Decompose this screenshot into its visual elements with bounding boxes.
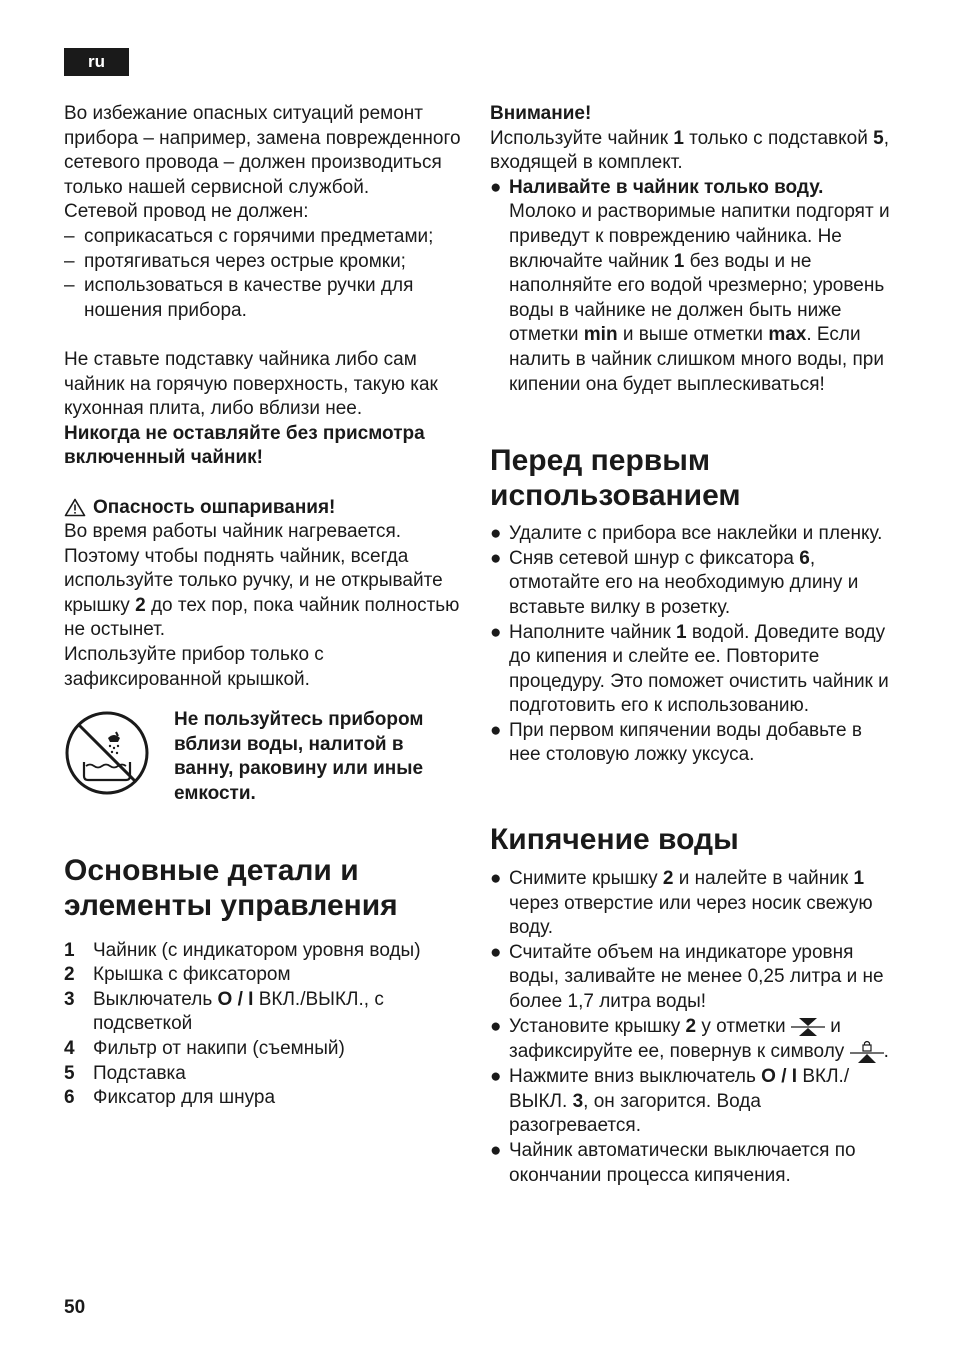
list-item: ● Установите крышку 2 у отметки и зафиксируйте ее, повернув к символу . — [490, 1015, 895, 1066]
scald-paragraph: Во время работы чайник нагревается. Поэтому чтобы поднять чайник, всегда используйте только ручку, и не открывайте крышку 2 до тех пор, пока чайник полностью не остынет. — [64, 521, 460, 641]
no-water-text: Не пользуйтесь прибором вблизи воды, налитой в ванну, раковину или иные емкости. — [174, 709, 424, 805]
attention-paragraph: Используйте чайник 1 только с подставкой 5, входящей в комплект. — [490, 127, 889, 174]
list-item: – соприкасаться с горячими предметами; — [64, 225, 464, 250]
first-use-list — [490, 522, 895, 768]
bullet-icon: ● — [490, 547, 502, 569]
cord-list — [64, 225, 464, 323]
scald-danger-heading — [64, 496, 464, 521]
list-item: ● Чайник автоматически выключается по окончании процесса кипячения. — [490, 1140, 856, 1186]
list-item: – протягиваться через острые кромки; — [64, 250, 464, 275]
bullet-icon: ● — [490, 1066, 502, 1088]
list-item: 5 Подставка — [64, 1062, 186, 1084]
no-use-near-water-icon — [64, 710, 150, 796]
list-item: ● Наливайте в чайник только воду. Молоко и растворимые напитки подгорят и приведут к повреждению чайника. Не включайте чайник 1 без воды и не наполняйте его водой чрезмерно; уровень воды в чайнике не должен быть ниже отметки min и выше отметки max. Если налить в чайник слишком много воды, при кипении она будет выплескиваться! — [490, 176, 890, 395]
list-item: ● Сняв сетевой шнур с фиксатора 6, отмотайте его на необходимую длину и вставьте вилку в розетку. — [490, 547, 859, 618]
bullet-icon: ● — [490, 719, 502, 741]
list-item: 1 Чайник (с индикатором уровня воды) — [64, 939, 421, 961]
bullet-icon: ● — [490, 941, 502, 963]
surface-paragraph: Не ставьте подставку чайника либо сам чайник на горячую поверхность, такую как кухонная плита, либо вблизи нее. — [64, 348, 438, 420]
parts-list — [64, 939, 464, 1111]
list-item: – использоваться в качестве ручки для ношения прибора. — [64, 274, 464, 323]
bullet-icon: ● — [490, 621, 502, 643]
scald-danger-title: Опасность ошпаривания! — [93, 496, 336, 518]
left-column — [64, 102, 464, 1111]
page-number: 50 — [64, 1297, 86, 1318]
bullet-icon: ● — [490, 523, 502, 545]
list-item: ● Наполните чайник 1 водой. Доведите воду до кипения и слейте ее. Повторите процедуру. Это поможет очистить чайник и подготовить его к использованию. — [490, 621, 889, 717]
language-badge: ru — [64, 48, 129, 76]
bullet-icon: ● — [490, 868, 502, 890]
list-item: ● Снимите крышку 2 и налейте в чайник 1 через отверстие или через носик свежую воду. — [490, 868, 873, 939]
warning-triangle-icon — [64, 498, 86, 517]
list-item: 2 Крышка с фиксатором — [64, 964, 291, 986]
no-water-warning — [64, 708, 464, 806]
supervision-warning: Никогда не оставляйте без присмотра включенный чайник! — [64, 422, 425, 469]
bullet-icon: ● — [490, 1015, 502, 1037]
list-item: 3 Выключатель O / I ВКЛ./ВЫКЛ., с подсветкой — [64, 988, 384, 1035]
cord-intro: Сетевой провод не должен: — [64, 201, 309, 223]
first-use-heading: Перед первым использованием — [490, 444, 741, 513]
water-only-list — [490, 176, 895, 397]
lock-symbol-icon — [850, 1039, 884, 1065]
list-item: ● При первом кипячении воды добавьте в нее столовую ложку уксуса. — [490, 719, 862, 766]
attention-title: Внимание! — [490, 103, 592, 124]
locked-lid-paragraph: Используйте прибор только с зафиксированной крышкой. — [64, 644, 324, 690]
boiling-heading: Кипячение воды — [490, 823, 739, 857]
list-item: ● Удалите с прибора все наклейки и пленку. — [490, 522, 895, 547]
bullet-icon: ● — [490, 176, 502, 198]
right-column — [490, 102, 895, 1188]
list-item: 4 Фильтр от накипи (съемный) — [64, 1038, 345, 1059]
boiling-list — [490, 867, 895, 1188]
list-item: ● Нажмите вниз выключатель O / I ВКЛ./ВЫКЛ. 3, он загорится. Вода разогревается. — [490, 1066, 850, 1137]
repair-paragraph: Во избежание опасных ситуаций ремонт прибора – например, замена поврежденного сетевого провода – должен производиться только нашей сервисной службой. — [64, 103, 461, 198]
lid-mark-icon — [791, 1016, 825, 1038]
parts-heading: Основные детали и элементы управления — [64, 853, 398, 922]
list-item: 6 Фиксатор для шнура — [64, 1087, 276, 1109]
bullet-icon: ● — [490, 1140, 502, 1161]
list-item: ● Считайте объем на индикаторе уровня воды, заливайте не менее 0,25 литра и не более 1,7 литра воды! — [490, 941, 884, 1013]
